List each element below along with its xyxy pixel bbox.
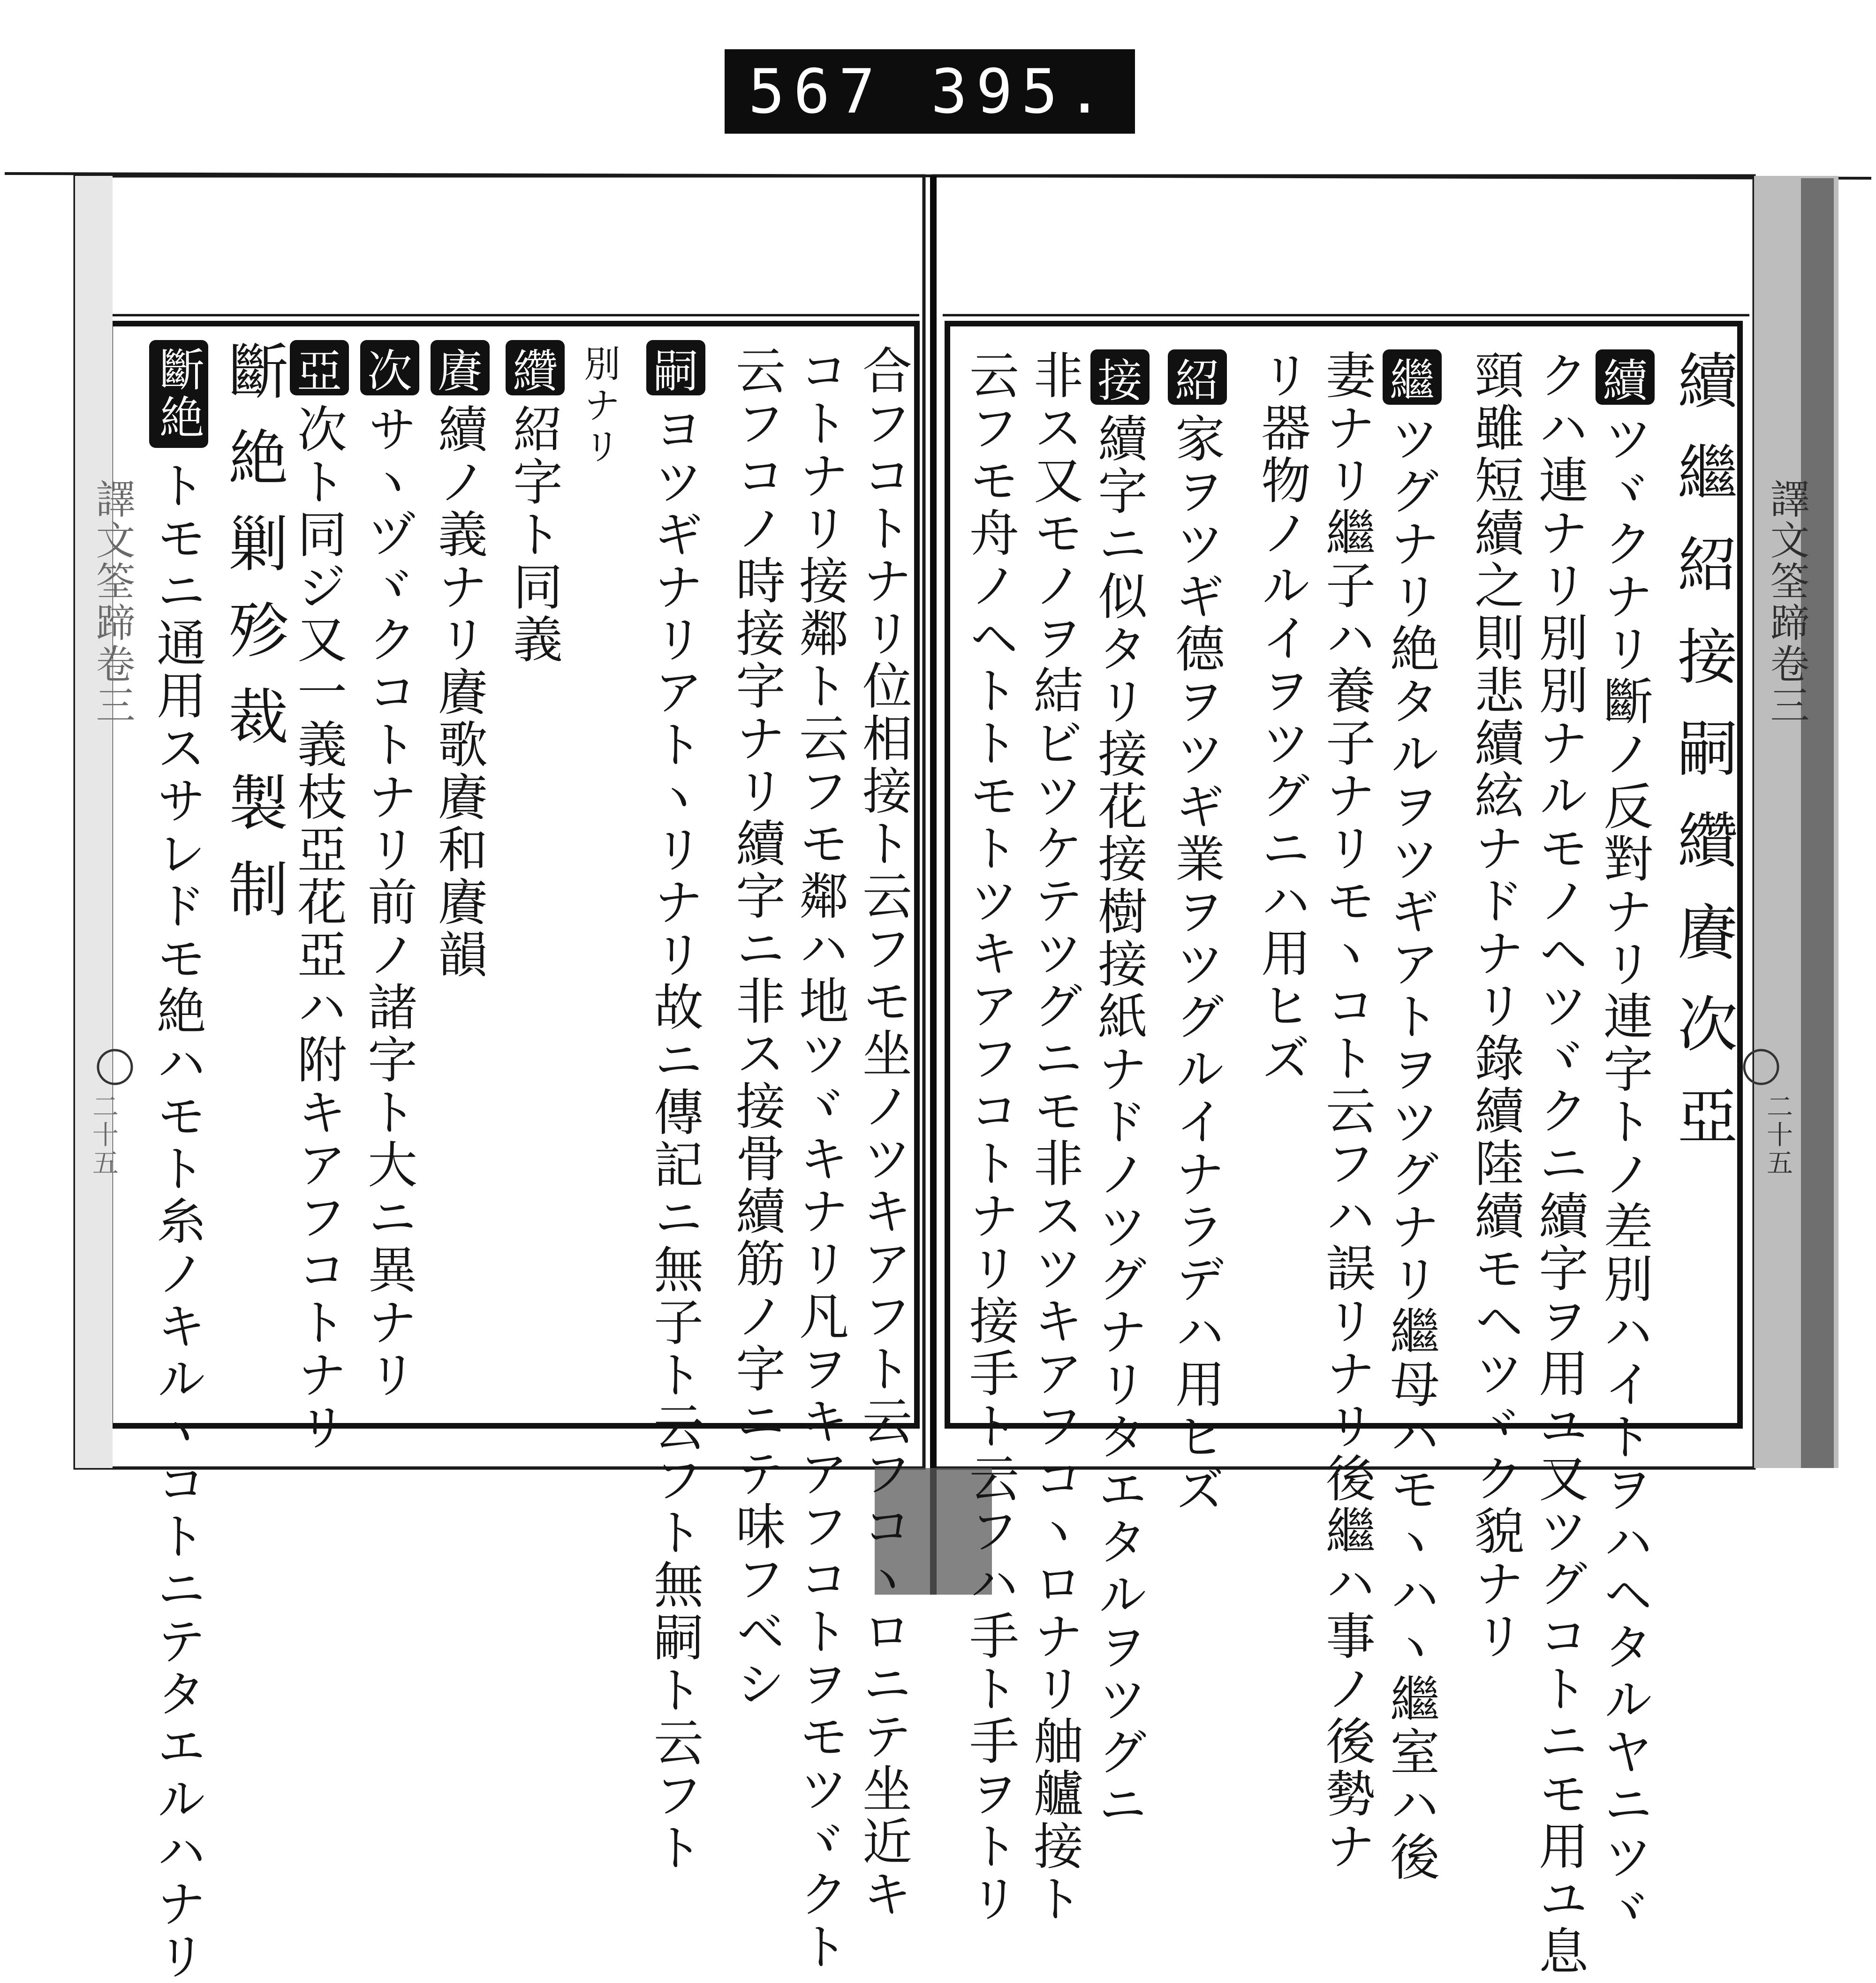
entry-badge: 斷絶 bbox=[149, 340, 208, 448]
call-number-left: 567 bbox=[748, 56, 884, 127]
right-spine-title: 譯文筌蹄卷三 bbox=[1764, 478, 1810, 726]
right-page-heading: 續繼紹接嗣纘賡次亞 bbox=[1667, 349, 1737, 1177]
entry-line: 家ヲツギ德ヲツギ業ヲツグルイナラデハ用ヒズ bbox=[1167, 413, 1225, 1516]
right-spine-folio: 二十五 bbox=[1763, 1093, 1793, 1177]
entry-badge: 次 bbox=[360, 340, 419, 395]
left-spine-title: 譯文筌蹄卷三 bbox=[90, 478, 136, 726]
entry-line: 妻ナリ繼子ハ養子ナリモヽコト云フハ誤リナリ後繼ハ事ノ後勢ナ bbox=[1318, 349, 1376, 1873]
entry-line: 頸雖短續之則悲續絃ナドナリ錄續陸續モヘツヾク貌ナリ bbox=[1467, 349, 1524, 1663]
entry-line: トモニ通用スサレドモ絶ハモト糸ノキルヽコトニテタエルハナリ bbox=[149, 460, 206, 1983]
entry-badge: 纘 bbox=[506, 340, 565, 395]
left-spine-folio: 二十五 bbox=[88, 1093, 119, 1177]
entry-line: 合フコトナリ位相接ト云フモ坐ノツキアフト云フコヽロニテ坐近キ bbox=[855, 345, 912, 1921]
entry-badge: 亞 bbox=[290, 340, 349, 395]
entry-badge: 賡 bbox=[431, 340, 490, 395]
call-number-right: 395. bbox=[930, 56, 1112, 127]
left-spine-strip bbox=[75, 176, 113, 1468]
entry-line: 次ト同ジ又一義枝亞花亞ハ附キアフコトナリ bbox=[289, 403, 347, 1454]
entry-badge: 繼 bbox=[1383, 349, 1442, 405]
call-number-label bbox=[725, 49, 1135, 134]
entry-line: 非ス又モノヲ結ビツケテツグニモ非スツキアフコヽロナリ舳艫接ト bbox=[1026, 349, 1083, 1925]
entry-line: 紹字ト同義 bbox=[505, 403, 563, 666]
entry-line: 云フモ舟ノヘトトモトツキアフコトナリ接手ト云フハ手ト手ヲトリ bbox=[961, 349, 1019, 1925]
right-spine-shadow bbox=[1801, 178, 1834, 1468]
entry-badge: 續 bbox=[1596, 349, 1655, 405]
entry-badge: 紹 bbox=[1168, 349, 1227, 405]
entry-badge: 接 bbox=[1090, 349, 1150, 405]
entry-line: リ器物ノルイヲツグニハ用ヒズ bbox=[1253, 349, 1311, 1085]
entry-line: ヨツギナリアトヽリナリ故ニ傳記ニ無子ト云フト無嗣ト云フト bbox=[646, 403, 704, 1874]
entry-line: クハ連ナリ別別ナルモノヘツヾクニ續字ヲ用ユ又ツグコトニモ用ユ息 bbox=[1531, 349, 1589, 1978]
entry-line: 別ナリ bbox=[578, 345, 620, 469]
entry-line: 續字ニ似タリ接花接樹接紙ナドノツグナリタエタルヲツグニ bbox=[1090, 413, 1148, 1831]
entry-line: ツヾクナリ斷ノ反對ナリ連字トノ差別ハイトヲハヘタルヤニツヾ bbox=[1596, 413, 1653, 1936]
entry-line: 續ノ義ナリ賡歌賡和賡韻 bbox=[430, 403, 488, 981]
entry-line: コトナリ接鄰ト云フモ鄰ハ地ツヾキナリ凡ヲキアフコトヲモツヾクト bbox=[791, 345, 849, 1973]
entry-line: ツグナリ絶タルヲツギアトヲツグナリ繼母ハモヽハヽ繼室ハ後 bbox=[1382, 413, 1440, 1884]
entry-line: サヽヅヾクコトナリ前ノ諸字ト大ニ異ナリ bbox=[360, 403, 417, 1401]
entry-badge: 嗣 bbox=[646, 340, 705, 395]
entry-line: 云フコノ時接字ナリ續字ニ非ス接骨續筋ノ字ニテ味フベシ bbox=[728, 345, 786, 1711]
group-heading: 斷絶剿殄裁製制 bbox=[218, 340, 288, 944]
